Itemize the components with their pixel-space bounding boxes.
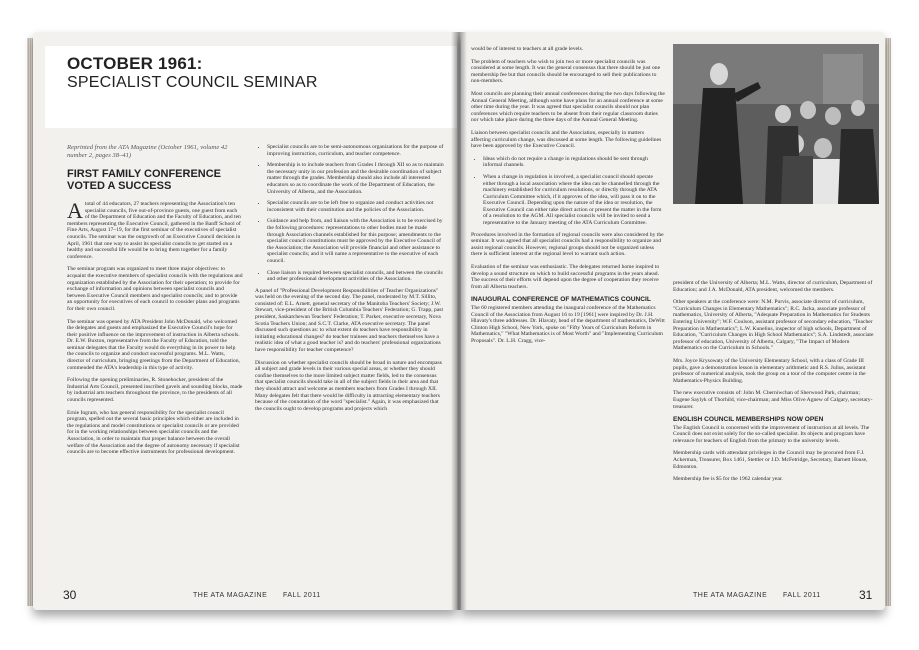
list-item: • When a change in regulation is involved, a specialist council should operate either through a local association where the idea can be channelled through the machinery established for curriculum resolutions, or directly through the ATA Curriculum Committee which, if it approves of the idea, will pass it on to the Executive Council. Depending upon the nature of the idea or resolution, the Executive Council can either take direct action or present the matter in the form of a resolution to the AGM. All specialist councils will be invited to send a representative to the January meeting of the ATA Curriculum Committee.: [483, 174, 665, 227]
article-subhead: FIRST FAMILY CONFERENCE VOTED A SUCCESS: [67, 168, 222, 192]
right-column-2: [673, 280, 877, 489]
list-item: • Specialist councils are to be semi-autonomous organizations for the purpose of improving instruction, curriculum, and teacher competence.: [267, 144, 445, 157]
paragraph: would be of interest to teachers at all grade levels.: [471, 46, 584, 52]
paragraph: Following the opening preliminaries, R. Stonehocker, president of the Industrial Arts Council, presented inscribed gavels and sounding blocks, made by industrial arts teachers throughout the province, to the presidents of all councils represented.: [67, 377, 243, 404]
conference-photo: [673, 44, 879, 204]
left-column-1: [67, 144, 243, 462]
paragraph: Procedures involved in the formation of regional councils were also considered by the seminar. It was agreed that all specialist councils had a responsibility to organize and assist regional councils. However, regional groups should not be organized unless there is sufficient interest at the regional level to warrant such action.: [471, 231, 664, 258]
list-item: • Membership is to include teachers from Grades I through XII so as to maintain the necessary unity in our profession and the desirable coordination of subject matter through the grades. Membership should also include all interested educators so as to coordinate the work of the Department of Education, the University of Alberta, and the Association.: [267, 162, 445, 195]
list-item: • Guidance and help from, and liaison with the Association is to be exercised by the following procedures: representations to other bodies must be made through Association channels established for this purpose; amendments to the specialist council constitutions must be approved by the Executive Council of the Association; the Association will provide financial and other assistance to specialist councils; and it will name a representative to the executive of each council.: [267, 218, 445, 264]
footer-magazine-name: THE ATA MAGAZINE: [693, 592, 768, 599]
footer-issue: FALL 2011: [783, 592, 821, 599]
paragraph: A panel of "Professional Development Responsibilities of Teacher Organizations" was held on the evening of the second day. The panel, moderated by M.T. Sillito, consisted of: E.L. Arnett, general secretary of the Manitoba Teachers' Society; J.W. Stewart, vice-president of the British Columbia Teachers' Federation; G. Trapp, past president, Saskatchewan Teachers' Federation; T. Parker, executive secretary, Nova Scotia Teachers Union; and S.C.T. Clarke, ATA executive secretary. The panel discussed such questions as: to what extent do teachers have responsibility in initiating educational changes? do teacher trainees and teachers themselves have a realistic idea of what a good teacher is? and do teachers' professional organizations have responsibility for teacher competence?: [255, 287, 444, 354]
spine-gutter: [451, 32, 467, 610]
left-column-2: [255, 144, 445, 418]
paragraph: The 60 registered members attending the inaugural conference of the Mathematics Council of the Association from August 16 to 19 [1961] were inspired by Dr. J.H. Hlavaty's three addresses. Dr. Hlavaty, head of the department of mathematics, DeWitt Clinton High School, New York, spoke on "Fifty Years of Curriculum Reform in Mathematics," "What Mathematics is of Most Worth" and "Implementing Curriculum Proposals". Dr. L.H. Cragg, vice-: [471, 305, 665, 344]
paragraph: The seminar was opened by ATA President John McDonald, who welcomed the delegates and guests and emphasized the Executive Council's hope for their positive influence on the improvement of instruction in Alberta schools. Dr. E.W. Buxton, representative from the Faculty of Education, told the seminar delegates that the Faculty would do everything in its power to help the councils to organize and conduct successful programs. M.L. Watts, director of curriculum, bringing greetings from the Department of Education, commended the ATA's leadership in this type of activity.: [67, 318, 240, 371]
guidelines-list: [471, 156, 665, 227]
left-page: [33, 32, 457, 610]
drop-cap: A: [67, 198, 83, 223]
reprint-note: Reprinted from the ATA Magazine (October 1961, volume 42 number 2, pages 38–41): [67, 144, 228, 159]
footer-issue: FALL 2011: [283, 592, 321, 599]
paragraph: Discussion on whether specialist councils should be broad in nature and encompass all subject and grade levels in their various special areas, or whether they should confine themselves to the more limited subject matter fields, led to the consensus that specialist councils should take in all of the subject fields in their area and that they should attract and welcome as members teachers from Grades I through XII. Many delegates felt that there would be difficulty in attracting elementary teachers because of the connotation of the word "specialist." Again, it was emphasized that the councils ought to develop programs and projects which: [255, 359, 442, 412]
page-title-date: OCTOBER 1961:: [67, 54, 203, 73]
section-heading-english-council: ENGLISH COUNCIL MEMBERSHIPS NOW OPEN: [673, 416, 824, 424]
page-number-left: 30: [63, 588, 77, 602]
paragraph: president of the University of Alberta; M.L. Watts, director of curriculum, Department of Education; and J.A. McDonald, ATA president, welcomed the members.: [673, 280, 873, 293]
footer-magazine-name: THE ATA MAGAZINE: [193, 592, 268, 599]
right-page: [461, 32, 885, 610]
paragraph: The seminar program was organized to meet three major objectives: to acquaint the executive members of specialist councils with the regulations and organization established by the Association for their operation; to provide for exchange of information and opinions between specialist councils and between Executive Council members and specialist councils; and to provide an opportunity for executives of each council to consider plans and programs for their own council.: [67, 266, 243, 312]
list-item: • Specialist councils are to be left free to organize and conduct activities not inconsistent with their constitution and the policies of the Association.: [267, 200, 445, 213]
paragraph: The new executive consists of: John M. Cherniwchan of Sherwood Park, chairman; Eugene Saylyk of Thorhild, vice-chairman; and Miss Olive Agnew of Calgary, secretary-treasurer.: [673, 390, 873, 410]
photo-image: [673, 44, 879, 204]
paragraph: The problem of teachers who wish to join two or more specialist councils was considered at some length. It was the general consensus that there should be just one membership fee but that councils should be encouraged to sell their publications to non-members.: [471, 58, 661, 85]
principles-list: [255, 144, 445, 283]
page-title: SPECIALIST COUNCIL SEMINAR: [67, 74, 318, 91]
section-heading-math-council: INAUGURAL CONFERENCE OF MATHEMATICS COUNCIL: [471, 296, 651, 304]
right-column-1: [471, 46, 665, 351]
paragraph: Atotal of 44 educators, 27 teachers representing the Association's ten specialist councils, five out-of-province guests, one guest from each of the Department of Education and the Faculty of Education, and ten members representing the Executive Council, gathered in the Banff School of Fine Arts, August 17–19, for the first seminar of the executives of specialist councils. The seminar was the outgrowth of an Executive Council decision in April, 1961 that one way to assist its specialist councils to get started on a healthy and successful life would be to bring them together for a family conference.: [67, 198, 241, 260]
magazine-spread: [33, 32, 885, 612]
paragraph: Mrs. Joyce Krysowaty of the University Elementary School, with a class of Grade III pupils, gave a demonstration lesson in elementary arithmetic and R.S. Julius, assistant professor of numerical analysis, took the group on a tour of the computer centre in the Mathematics-Physics Building.: [673, 357, 866, 384]
list-item: • Ideas which do not require a change in regulations should be sent through informal channels.: [483, 156, 665, 169]
paragraph: Other speakers at the conference were: N.M. Purvis, associate director of curriculum, "Curriculum Changes in Elementary Mathematics"; R.C. Jacka, associate professor of mathematics, University of Alberta, "Adequate Preparation in Mathematics for Students Entering University"; W.F. Coulson, assistant professor of secondary education, "Teacher Preparation in Mathematics"; L.W. Kunelius, inspector of high schools, Department of Education, "Curriculum Changes in High School Mathematics"; S.A. Lindstedt, associate professor of education, University of Alberta, Calgary, "The Impact of Modern Mathematics on the Curriculum in Schools.": [673, 299, 874, 352]
paragraph: Membership fee is $5 for the 1962 calendar year.: [673, 476, 783, 483]
list-item: • Close liaison is required between specialist councils, and between the councils and other professional development activities of the Association.: [267, 270, 445, 283]
paragraph: Liaison between specialist councils and the Association, especially in matters affecting curriculum change, was discussed at some length. The following guidelines have been approved by the Executive Council.: [471, 129, 662, 150]
paragraph: Most councils are planning their annual conferences during the two days following the Annual General Meeting, although some have plans for an annual conference at some other time during the year. It was agreed that specialist councils should not plan conferences which require teachers to be absent from their regular classroom duties nor which take place during the three days of the Annual General Meeting.: [471, 90, 665, 124]
paragraph: Evaluation of the seminar was enthusiastic. The delegates returned home inspired to develop a sound structure on which to build successful programs in the years ahead. The success of their efforts will depend upon the degree of cooperation they receive from all Alberta teachers.: [471, 264, 660, 290]
paragraph: The English Council is concerned with the improvement of instruction at all levels. The Council does not exist solely for the so-called specialist. Its objects and program have relevance for teachers of English from the primary to the university levels.: [673, 424, 870, 444]
paragraph: Membership cards with attendant privileges in the Council may be procured from F.J. Ackerman, Treasurer, Box 1461, Stettler or J.D. McFetridge, Secretary, Barnett House, Edmonton.: [673, 450, 868, 470]
paragraph: Ernie Ingram, who has general responsibility for the specialist council program, spelled out the several basic principles which either are included in the regulations and model constitutions or specialist councils or are provided for in the working relationships between specialist councils and the Association, in order to maintain that proper balance between the overall welfare of the Association and the degree of autonomy necessary if specialist councils are to become effective instruments for professional development.: [67, 409, 240, 456]
page-number-right: 31: [859, 588, 873, 602]
